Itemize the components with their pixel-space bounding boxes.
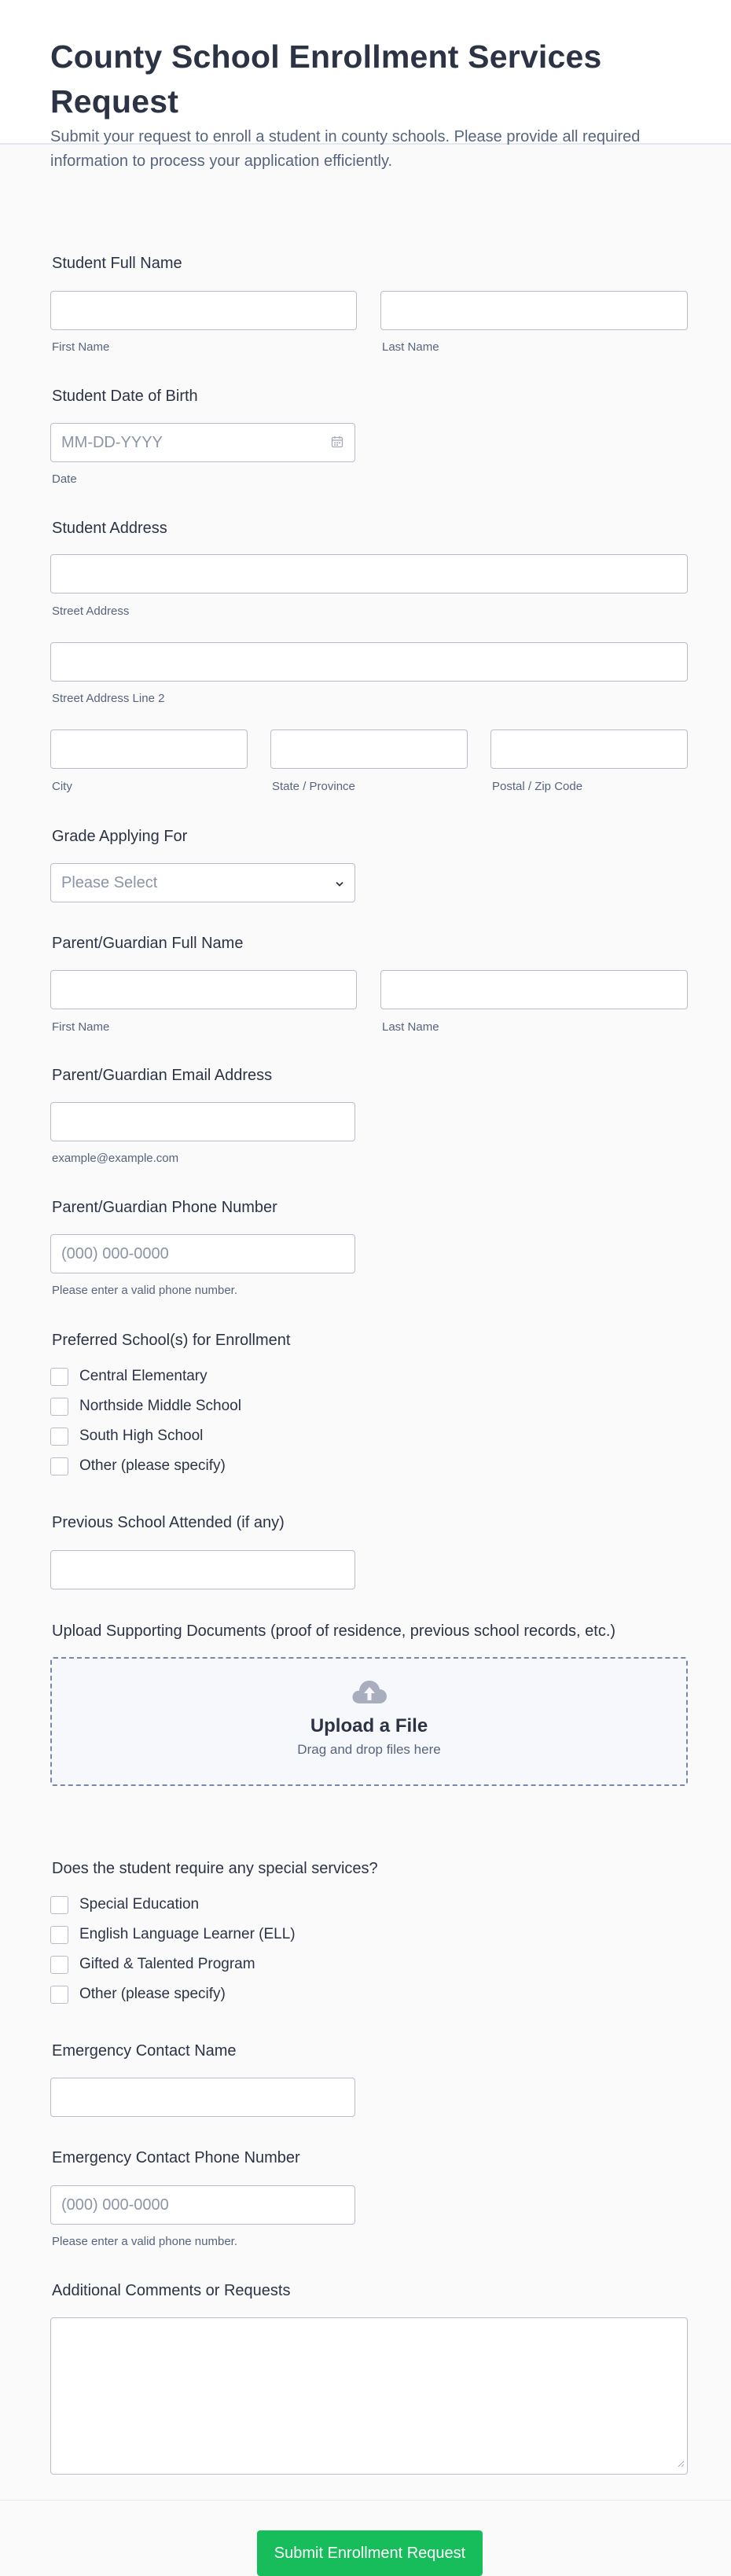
guardian-first-name-sublabel: First Name (52, 1020, 110, 1034)
emergency-name-input[interactable] (50, 2078, 355, 2117)
dob-label: Student Date of Birth (52, 388, 198, 405)
submit-button[interactable]: Submit Enrollment Request (257, 2530, 483, 2576)
option-label: English Language Learner (ELL) (79, 1926, 296, 1942)
calendar-icon[interactable] (331, 435, 343, 452)
option-label: Gifted & Talented Program (79, 1956, 255, 1972)
services-label: Does the student require any special services? (52, 1860, 378, 1877)
emergency-phone-placeholder: (000) 000-0000 (61, 2196, 169, 2214)
guardian-email-sublabel: example@example.com (52, 1152, 179, 1165)
checkbox-school-other[interactable] (50, 1457, 68, 1475)
student-first-name-sublabel: First Name (52, 340, 110, 354)
state-input[interactable] (270, 729, 468, 769)
checkbox-service-other[interactable] (50, 1986, 68, 2004)
emergency-phone-sublabel: Please enter a valid phone number. (52, 2235, 237, 2248)
city-sublabel: City (52, 780, 72, 793)
street-address-input[interactable] (50, 554, 688, 593)
dob-input[interactable] (50, 423, 355, 462)
emergency-phone-input[interactable] (50, 2185, 355, 2225)
student-last-name-sublabel: Last Name (382, 340, 439, 354)
cloud-upload-icon (52, 1678, 686, 1709)
comments-textarea[interactable] (50, 2317, 688, 2475)
guardian-phone-label: Parent/Guardian Phone Number (52, 1199, 277, 1216)
option-label: Other (please specify) (79, 1986, 226, 2002)
option-label: South High School (79, 1428, 204, 1444)
form-header (0, 0, 731, 170)
guardian-last-name-input[interactable] (380, 970, 688, 1009)
guardian-phone-sublabel: Please enter a valid phone number. (52, 1284, 237, 1297)
student-name-label: Student Full Name (52, 255, 182, 272)
emergency-name-label: Emergency Contact Name (52, 2042, 237, 2060)
chevron-down-icon (334, 878, 345, 892)
street-address-line2-input[interactable] (50, 642, 688, 682)
guardian-last-name-sublabel: Last Name (382, 1020, 439, 1034)
page-title: County School Enrollment Services Request (50, 39, 602, 119)
option-label: Other (please specify) (79, 1457, 226, 1474)
resize-handle-icon[interactable] (677, 2457, 685, 2471)
student-last-name-input[interactable] (380, 291, 688, 330)
option-label: Central Elementary (79, 1368, 208, 1384)
guardian-phone-input[interactable] (50, 1234, 355, 1273)
checkbox-gifted-talented[interactable] (50, 1956, 68, 1974)
emergency-phone-label: Emergency Contact Phone Number (52, 2149, 300, 2166)
upload-dropzone[interactable] (50, 1657, 688, 1786)
zip-input[interactable] (490, 729, 688, 769)
checkbox-northside-middle[interactable] (50, 1398, 68, 1416)
street-address-sublabel: Street Address (52, 604, 130, 618)
previous-school-input[interactable] (50, 1550, 355, 1589)
guardian-name-label: Parent/Guardian Full Name (52, 935, 244, 952)
dob-sublabel: Date (52, 472, 77, 486)
grade-placeholder: Please Select (61, 874, 158, 891)
guardian-email-label: Parent/Guardian Email Address (52, 1067, 273, 1084)
checkbox-ell[interactable] (50, 1926, 68, 1944)
dob-placeholder: MM-DD-YYYY (61, 434, 163, 451)
comments-label: Additional Comments or Requests (52, 2282, 291, 2299)
checkbox-south-high[interactable] (50, 1428, 68, 1446)
option-label: Northside Middle School (79, 1398, 241, 1414)
upload-hint: Drag and drop files here (297, 1742, 441, 1757)
street-address-line2-sublabel: Street Address Line 2 (52, 692, 165, 705)
footer-divider (0, 2500, 731, 2501)
checkbox-central-elementary[interactable] (50, 1368, 68, 1386)
checkbox-special-education[interactable] (50, 1896, 68, 1914)
guardian-phone-placeholder: (000) 000-0000 (61, 1245, 169, 1262)
student-first-name-input[interactable] (50, 291, 357, 330)
grade-label: Grade Applying For (52, 828, 188, 845)
option-label: Special Education (79, 1896, 200, 1913)
previous-school-label: Previous School Attended (if any) (52, 1514, 285, 1531)
upload-title: Upload a File (310, 1715, 428, 1736)
upload-label: Upload Supporting Documents (proof of residence, previous school records, etc.) (52, 1622, 616, 1640)
state-sublabel: State / Province (272, 780, 355, 793)
guardian-email-input[interactable] (50, 1102, 355, 1141)
address-label: Student Address (52, 520, 167, 537)
zip-sublabel: Postal / Zip Code (492, 780, 583, 793)
city-input[interactable] (50, 729, 248, 769)
guardian-first-name-input[interactable] (50, 970, 357, 1009)
schools-label: Preferred School(s) for Enrollment (52, 1332, 291, 1349)
page-description: Submit your request to enroll a student in county schools. Please provide all required information to process your application efficiently. (50, 128, 641, 170)
grade-select[interactable] (50, 863, 355, 902)
